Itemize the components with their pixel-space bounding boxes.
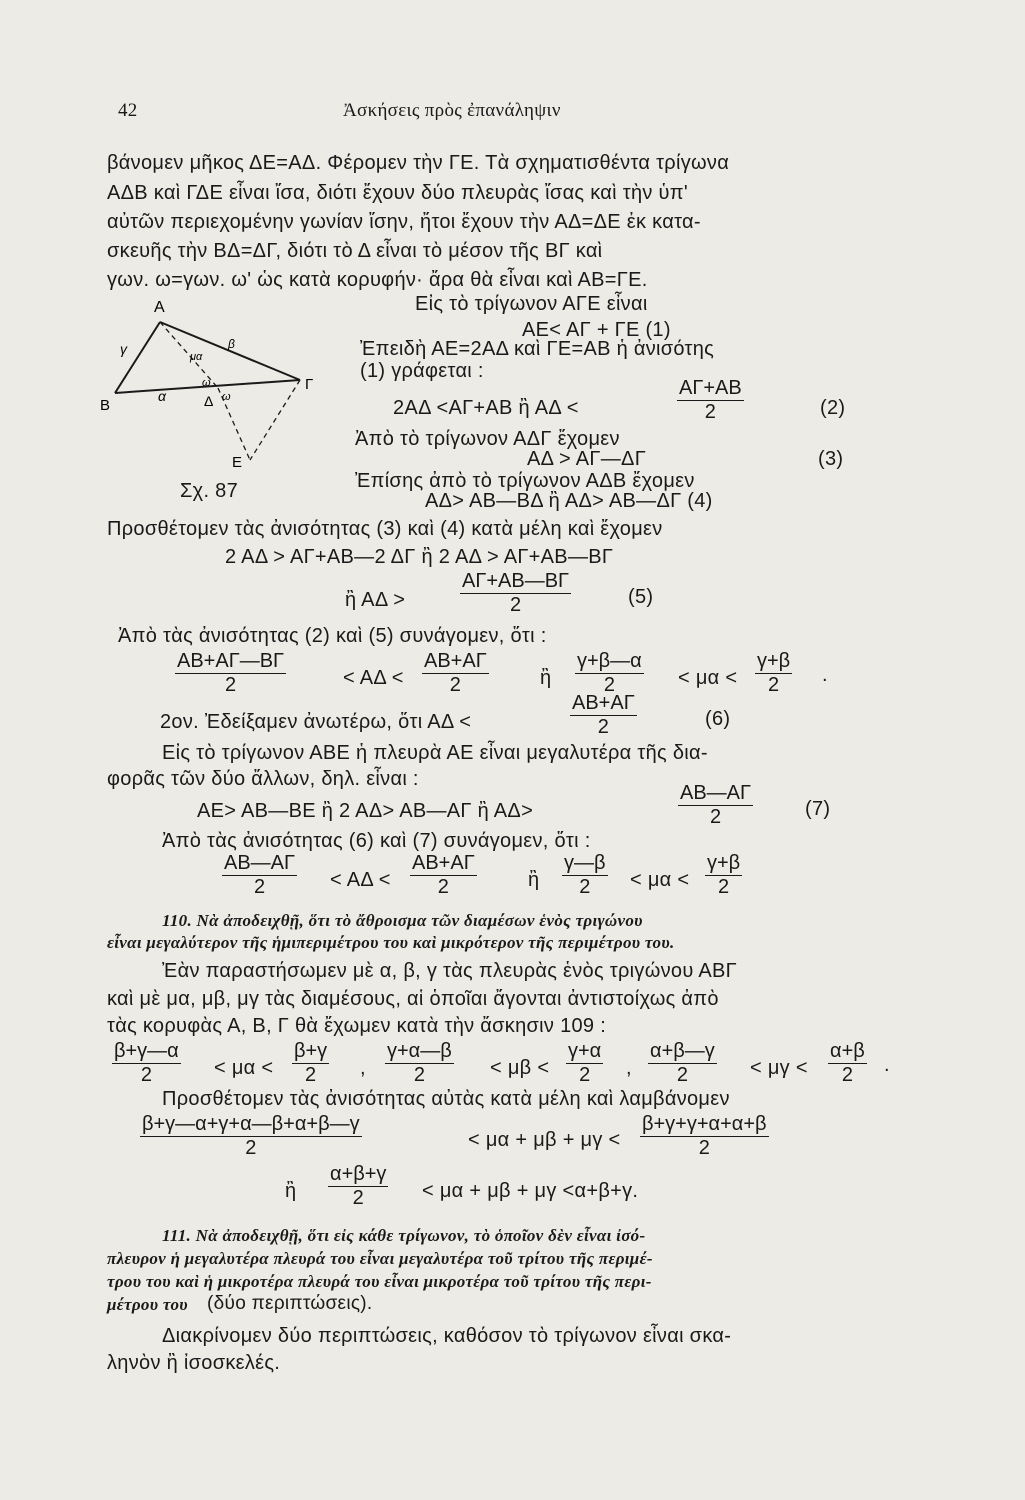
denominator: 2 (709, 806, 722, 828)
fraction (705, 852, 742, 898)
fraction (112, 1040, 181, 1086)
numerator: β+γ+γ+α+α+β (642, 1113, 767, 1135)
label-vertex: Β (100, 397, 111, 414)
text-line: Διακρίνομεν δύο περιπτώσεις, καθόσον τὸ τρίγωνον εἶναι σκα- (162, 1325, 732, 1347)
text-line: Ἐπίσης ἀπὸ τὸ τρίγωνον ΑΔΒ ἔχομεν (355, 470, 695, 492)
equation: ΑΔ> ΑΒ—ΒΔ ἢ ΑΔ> ΑΒ—ΔΓ (4) (425, 490, 713, 512)
numerator: β+γ (294, 1040, 328, 1062)
denominator: 2 (224, 674, 237, 696)
numerator: γ+α (568, 1040, 602, 1062)
equation: < μα + μβ + μγ <α+β+γ. (422, 1180, 639, 1202)
fraction (422, 650, 489, 696)
denominator: 2 (352, 1187, 364, 1209)
equation: < μα < (678, 667, 738, 689)
text-line: Εἰς τὸ τρίγωνον ΑΓΕ εἶναι (415, 293, 648, 315)
numerator: ΑΒ+ΑΓ—ΒΓ (177, 650, 285, 672)
text-line: βάνομεν μῆκος ΔΕ=ΑΔ. Φέρομεν τὴν ΓΕ. Τὰ σχηματισθέντα τρίγωνα (107, 152, 730, 174)
equation: . (884, 1054, 890, 1076)
text-line: Ἀπὸ τὸ τρίγωνον ΑΔΓ ἔχομεν (355, 428, 620, 450)
equation: ἢ ΑΔ > (345, 589, 406, 611)
denominator: 2 (603, 674, 615, 696)
denominator: 2 (676, 1064, 688, 1086)
fraction (410, 852, 477, 898)
fraction (222, 852, 297, 898)
equation: < ΑΔ < (343, 667, 404, 689)
fraction (677, 377, 744, 423)
text-line: τὰς κορυφὰς Α, Β, Γ θὰ ἔχωμεν κατὰ τὴν ἄσκησιν 109 : (107, 1015, 607, 1037)
exercise-111-title: πλευρον ἡ μεγαλυτέρα πλευρά του εἶναι μεγαλυτέρα τοῦ τρίτου τῆς περιμέ- (107, 1249, 653, 1268)
equation: < ΑΔ < (330, 869, 391, 891)
exercise-110-title: 110. Νὰ ἀποδειχθῇ, ὅτι τὸ ἄθροισμα τῶν διαμέσων ἑνὸς τριγώνου (162, 911, 643, 930)
text-line: αὐτῶν περιεχομένην γωνίαν ἴσην, ἤτοι ἔχουν τὴν ΑΔ=ΔΕ ἐκ κατα- (107, 211, 701, 233)
text-line: (1) γράφεται : (360, 360, 484, 382)
text-line: φορᾶς τῶν δύο ἄλλων, δηλ. εἶναι : (107, 768, 419, 790)
text-line: (δύο περιπτώσεις). (207, 1293, 373, 1314)
text-line: 2ον. Ἐδείξαμεν ἀνωτέρω, ὅτι ΑΔ < (160, 711, 472, 733)
numerator: ΑΒ+ΑΓ (572, 692, 635, 714)
label-side: β (228, 337, 235, 351)
numerator: β+γ—α (114, 1040, 179, 1062)
numerator: γ+β (707, 852, 741, 874)
fraction (328, 1163, 388, 1209)
fraction (460, 570, 571, 616)
equation: . (822, 664, 828, 686)
numerator: ΑΒ—ΑΓ (680, 782, 752, 804)
numerator: β+γ—α+γ+α—β+α+β—γ (142, 1113, 360, 1135)
text-line: Εἰς τὸ τρίγωνον ΑΒΕ ἡ πλευρὰ ΑΕ εἶναι μεγαλυτέρα τῆς δια- (162, 742, 708, 764)
denominator: 2 (768, 674, 780, 696)
equation: ΑΔ > ΑΓ—ΔΓ (527, 448, 647, 470)
numerator: γ+β (757, 650, 791, 672)
fraction (292, 1040, 329, 1086)
fraction (175, 650, 286, 696)
equation-tag: (6) (705, 708, 731, 730)
denominator: 2 (509, 594, 522, 616)
text-line: Προσθέτομεν τὰς ἀνισότητας (3) καὶ (4) κατὰ μέλη καὶ ἔχομεν (107, 518, 663, 540)
equation: ΑΕ> ΑΒ—ΒΕ ἢ 2 ΑΔ> ΑΒ—ΑΓ ἢ ΑΔ> (197, 800, 534, 822)
numerator: ΑΓ+ΑΒ—ΒΓ (462, 570, 570, 592)
denominator: 2 (718, 876, 730, 898)
equation: 2ΑΔ <ΑΓ+ΑΒ ἢ ΑΔ < (393, 397, 579, 419)
label-vertex: Α (154, 299, 165, 316)
fraction (678, 782, 753, 828)
exercise-110-title: εἶναι μεγαλύτερον τῆς ἡμιπεριμέτρου του καὶ μικρότερον τῆς περιμέτρου του. (107, 933, 675, 952)
label-angle: ω (202, 377, 211, 389)
denominator: 2 (704, 401, 716, 423)
numerator: γ—β (564, 852, 606, 874)
text-line: Ἀπὸ τὰς ἀνισότητας (2) καὶ (5) συνάγομεν, ὅτι : (118, 625, 547, 647)
fraction (575, 650, 644, 696)
equation: < μβ < (490, 1057, 550, 1079)
fraction (640, 1113, 769, 1159)
denominator: 2 (413, 1064, 425, 1086)
text-line: Προσθέτομεν τὰς ἀνισότητας αὐτὰς κατὰ μέλη καὶ λαμβάνομεν (162, 1088, 730, 1110)
equation-tag: (5) (628, 586, 654, 608)
equation: , (626, 1057, 632, 1079)
numerator: γ+β—α (577, 650, 642, 672)
fraction (570, 692, 637, 738)
equation-tag: (3) (818, 448, 844, 470)
equation: ἢ (528, 869, 540, 891)
numerator: ΑΒ+ΑΓ (424, 650, 487, 672)
numerator: α+β—γ (650, 1040, 715, 1062)
denominator: 2 (437, 876, 449, 898)
figure-caption: Σχ. 87 (180, 480, 239, 502)
equation: < μα < (214, 1057, 274, 1079)
triangle-figure (100, 292, 320, 502)
fraction (385, 1040, 454, 1086)
denominator: 2 (841, 1064, 853, 1086)
denominator: 2 (253, 876, 266, 898)
label-median: μα (190, 351, 203, 363)
equation: < μα < (630, 869, 690, 891)
label-side: α (158, 388, 166, 404)
equation: ΑΕ< ΑΓ + ΓΕ (1) (522, 319, 671, 341)
fraction (828, 1040, 867, 1086)
exercise-111-title: 111. Νὰ ἀποδειχθῇ, ὅτι εἰς κάθε τρίγωνον, τὸ ὁποῖον δὲν εἶναι ἰσό- (162, 1226, 646, 1245)
equation: < μγ < (750, 1057, 808, 1079)
page-number: 42 (118, 100, 138, 121)
exercise-111-title: μέτρου του (107, 1295, 188, 1314)
fraction (648, 1040, 717, 1086)
numerator: α+β (830, 1040, 865, 1062)
equation-tag: (2) (820, 397, 846, 419)
text-line: Ἐὰν παραστήσωμεν μὲ α, β, γ τὰς πλευρὰς ἑνὸς τριγώνου ΑΒΓ (162, 960, 737, 982)
fraction (566, 1040, 603, 1086)
equation: ἢ (540, 667, 552, 689)
equation: 2 ΑΔ > ΑΓ+ΑΒ—2 ΔΓ ἢ 2 ΑΔ > ΑΓ+ΑΒ—ΒΓ (225, 546, 614, 568)
equation: < μα + μβ + μγ < (468, 1129, 621, 1151)
numerator: α+β+γ (330, 1163, 387, 1185)
text-line: Ἀπὸ τὰς ἀνισότητας (6) καὶ (7) συνάγομεν, ὅτι : (162, 830, 591, 852)
equation: , (360, 1057, 366, 1079)
label-side: γ (120, 341, 127, 357)
numerator: γ+α—β (387, 1040, 452, 1062)
text-line: καὶ μὲ μα, μβ, μγ τὰς διαμέσους, αἱ ὁποῖαι ἄγονται ἀντιστοίχως ἀπὸ (107, 988, 719, 1010)
text-line: ληνὸν ἢ ἰσοσκελές. (107, 1352, 281, 1374)
equation-tag: (7) (805, 798, 831, 820)
running-title: Ἀσκήσεις πρὸς ἐπανάληψιν (343, 100, 561, 121)
text-line: ΑΔΒ καὶ ΓΔΕ εἶναι ἴσα, διότι ἔχουν δύο πλευρὰς ἴσας καὶ τὴν ὑπ' (107, 182, 688, 204)
label-vertex: Δ (204, 393, 214, 409)
denominator: 2 (140, 1064, 152, 1086)
label-vertex: Γ (305, 376, 314, 393)
text-line: σκευῆς τὴν ΒΔ=ΔΓ, διότι τὸ Δ εἶναι τὸ μέσον τῆς ΒΓ καὶ (107, 240, 603, 262)
exercise-111-title: τρου του καὶ ἡ μικροτέρα πλευρά του εἶναι μικροτέρα τοῦ τρίτου τῆς περι- (107, 1272, 652, 1291)
denominator: 2 (305, 1064, 317, 1086)
fraction (562, 852, 608, 898)
label-vertex: Ε (232, 454, 243, 471)
numerator: ΑΓ+ΑΒ (679, 377, 742, 399)
fraction (755, 650, 792, 696)
denominator: 2 (449, 674, 461, 696)
denominator: 2 (698, 1137, 710, 1159)
denominator: 2 (597, 716, 609, 738)
text-line: γων. ω=γων. ω' ὡς κατὰ κορυφήν· ἄρα θὰ εἶναι καὶ ΑΒ=ΓΕ. (107, 269, 648, 291)
equation: ἢ (285, 1180, 297, 1202)
text-line: Ἐπειδὴ ΑΕ=2ΑΔ καὶ ΓΕ=ΑΒ ἡ ἀνισότης (360, 338, 715, 360)
denominator: 2 (579, 1064, 591, 1086)
label-angle: ω (222, 391, 231, 403)
denominator: 2 (579, 876, 591, 898)
numerator: ΑΒ+ΑΓ (412, 852, 475, 874)
denominator: 2 (245, 1137, 257, 1159)
numerator: ΑΒ—ΑΓ (224, 852, 296, 874)
fraction (140, 1113, 362, 1159)
